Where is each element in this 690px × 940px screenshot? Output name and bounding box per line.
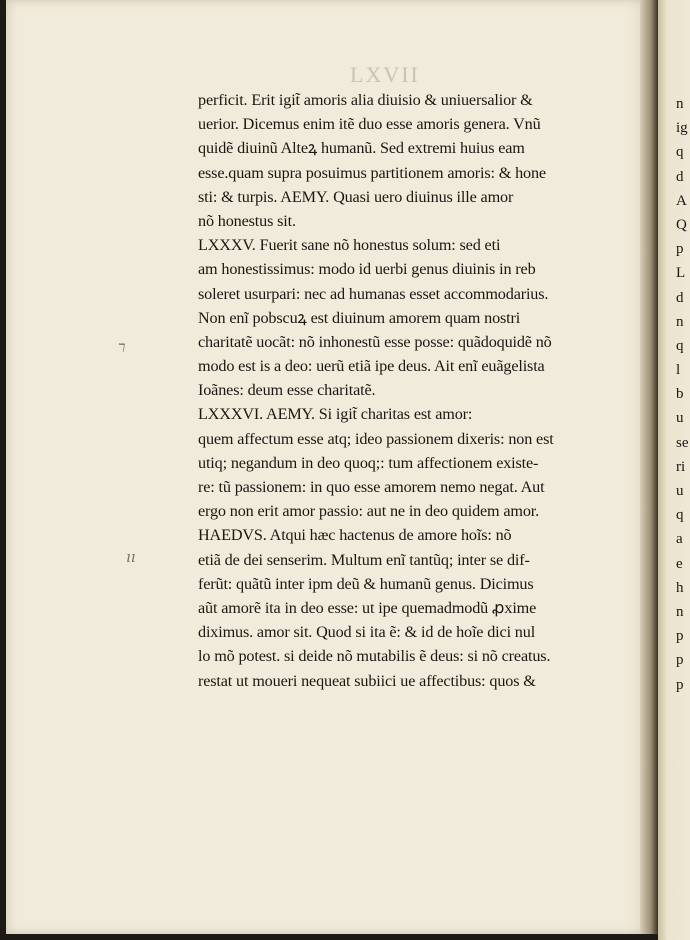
text-line: lo mõ potest. si deide nõ mutabilis ẽ deus: si nõ creatus.: [198, 647, 551, 666]
right-page-letter: u: [676, 483, 684, 499]
right-page-letter: ri: [676, 458, 686, 475]
text-line: am honestissimus: modo id uerbi genus diuinis in reb: [198, 260, 536, 279]
margin-note-2: ıı: [126, 548, 136, 566]
text-line: ergo non erit amor passio: aut ne in deo quidem amor.: [198, 502, 540, 521]
right-page-letter: n: [676, 313, 684, 330]
text-line: quidẽ diuinũ Alteꝝ humanũ. Sed extremi huius eam: [198, 139, 525, 158]
right-page-letter: b: [676, 386, 684, 403]
right-page-letter: p: [676, 241, 684, 258]
text-line: LXXXVI. AEMY. Si igit̃ charitas est amor:: [198, 405, 473, 424]
text-line: HAEDVS. Atqui hæc hactenus de amore hoĩs: nõ: [198, 526, 512, 545]
right-page-letter: l: [676, 362, 681, 379]
right-page-letter: p: [676, 652, 684, 669]
right-page-letter: L: [676, 265, 686, 282]
right-page-letter: e: [676, 555, 683, 572]
text-line: uerior. Dicemus enim itẽ duo esse amoris genera. Vnũ: [198, 115, 541, 134]
right-page-letter: h: [676, 579, 684, 596]
right-page-letter: p: [676, 676, 684, 693]
text-line: nõ honestus sit.: [198, 211, 296, 230]
text-line: aũt amorẽ ita in deo esse: ut ipe quemadmodũ ꝓxime: [198, 598, 537, 617]
book-gutter: [640, 0, 658, 934]
right-page-letter: d: [676, 168, 684, 185]
text-line: re: tũ passionem: in quo esse amorem nemo negat. Aut: [198, 478, 545, 496]
margin-note-1: ר: [118, 338, 126, 356]
text-line: diximus. amor sit. Quod si ita ẽ: & id de hoĩe dici nul: [198, 623, 536, 642]
right-page-letter: ig: [676, 120, 688, 137]
right-page-letter: q: [676, 507, 684, 524]
right-page-letter: n: [676, 96, 684, 112]
text-line: restat ut moueri nequeat subiici ue affectibus: quos &: [198, 671, 536, 690]
text-line: soleret usurpari: nec ad humanas esset accommodarius.: [198, 284, 549, 303]
running-head: LXVII: [350, 62, 420, 87]
text-line: utiq; negandum in deo quoq;: tum affectionem existe-: [198, 453, 539, 472]
right-page-letter: p: [676, 628, 684, 645]
text-block: [198, 88, 638, 693]
text-line: sti: & turpis. AEMY. Quasi uero diuinus ille amor: [198, 187, 514, 206]
right-page-letter: d: [676, 289, 684, 306]
right-page-letter: n: [676, 603, 684, 620]
text-line: Ioãnes: deum esse charitatẽ.: [198, 381, 376, 400]
text-line: LXXXV. Fuerit sane nõ honestus solum: sed eti: [198, 236, 501, 255]
right-page-letter: A: [676, 192, 687, 209]
text-line: charitatẽ uocãt: nõ inhonestũ esse posse: quãdoquidẽ nõ: [198, 332, 552, 351]
text-line: quem affectum esse atq; ideo passionem dixeris: non est: [198, 429, 554, 448]
right-page-letter: q: [676, 337, 684, 354]
right-page-letter: a: [676, 531, 683, 548]
right-page-text: [676, 92, 690, 697]
text-line: Non enĩ pobscuꝝ est diuinum amorem quam nostri: [198, 308, 521, 327]
right-page-letter: u: [676, 410, 684, 427]
right-page-letter: q: [676, 144, 684, 161]
text-line: etiã de dei senserim. Multum enĩ tantũq; inter se dif-: [198, 550, 530, 569]
text-line: perficit. Erit igit̃ amoris alia diuisio & uniuersalior &: [198, 91, 533, 109]
text-line: modo est is a deo: uerũ etiã ipe deus. Ait enĩ euãgelista: [198, 357, 545, 376]
right-page-letter: se: [676, 434, 689, 451]
text-line: ferũt: quãtũ inter ipm deũ & humanũ genus. Dicimus: [198, 574, 534, 593]
text-line: esse.quam supra posuimus partitionem amoris: & hone: [198, 163, 546, 182]
right-page-letter: Q: [676, 216, 687, 233]
